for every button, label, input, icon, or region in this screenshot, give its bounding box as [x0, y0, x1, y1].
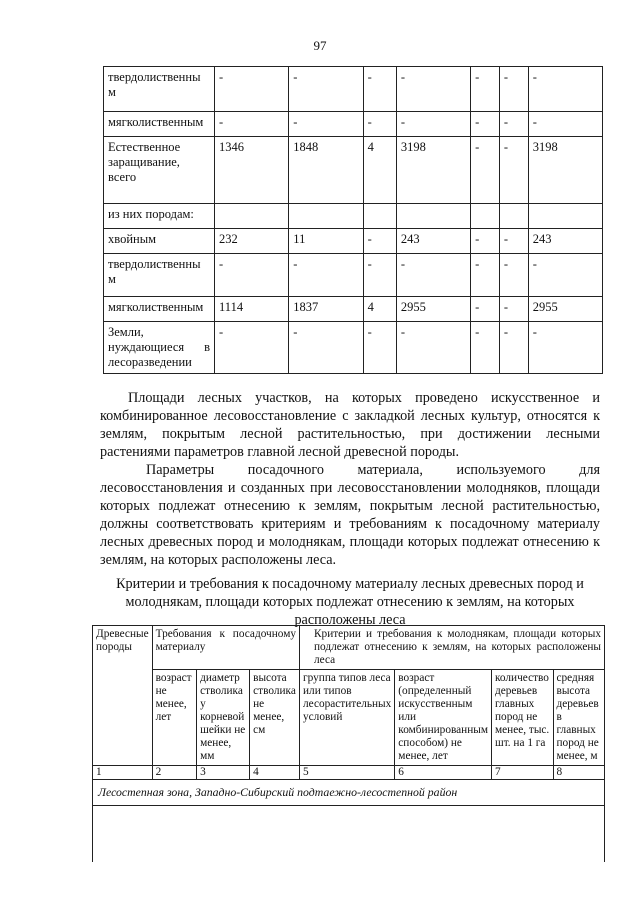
table-cell: - [471, 322, 500, 374]
blank-cell [93, 806, 605, 863]
column-number: 2 [152, 766, 197, 780]
table-cell [289, 204, 363, 229]
table-cell: - [528, 112, 602, 137]
table-cell: - [215, 67, 289, 112]
table-cell: 232 [215, 229, 289, 254]
row-label: мягколиственным [104, 297, 215, 322]
table-cell: 1346 [215, 137, 289, 204]
table-cell: 3198 [528, 137, 602, 204]
table-cell: 243 [528, 229, 602, 254]
table-cell: - [363, 229, 396, 254]
table-row [104, 229, 603, 254]
page-number: 97 [313, 38, 327, 53]
table-cell: - [471, 112, 500, 137]
table-cell: - [471, 229, 500, 254]
table-cell: - [471, 254, 500, 297]
table-cell: - [215, 112, 289, 137]
table-cell: 3198 [396, 137, 470, 204]
header-species: Древесные породы [93, 626, 153, 766]
table-cell [215, 204, 289, 229]
table-cell: - [499, 322, 528, 374]
criteria-subheader-row [93, 670, 605, 766]
table-row [104, 254, 603, 297]
table-cell: - [289, 254, 363, 297]
table-cell [471, 204, 500, 229]
table-cell: - [363, 254, 396, 297]
table-cell: - [289, 112, 363, 137]
table-cell: - [215, 254, 289, 297]
table-cell [363, 204, 396, 229]
column-number: 6 [395, 766, 492, 780]
row-label: из них породам: [104, 204, 215, 229]
table-cell: 1837 [289, 297, 363, 322]
table-cell: - [499, 137, 528, 204]
subheader-planting-age: возраст не менее, лет [152, 670, 197, 766]
table-cell: - [363, 67, 396, 112]
table-cell: 11 [289, 229, 363, 254]
table-cell: - [396, 254, 470, 297]
table-2-title: Критерии и требования к посадочному материалу лесных древесных пород и молоднякам, площади которых подлежат отнесению к землям, на которых расположены леса [116, 576, 584, 628]
table-cell: - [396, 112, 470, 137]
table-cell: - [499, 67, 528, 112]
paragraph-1: Площади лесных участков, на которых проведено искусственное и комбинированное лесовосстановление с закладкой лесных культур, относятся к землям, покрытым лесной растительностью, при достижении лесными растениями параметров главной лесной древесной породы. [100, 390, 600, 460]
table-cell: - [471, 67, 500, 112]
table-cell: - [499, 112, 528, 137]
column-number: 7 [492, 766, 554, 780]
table-cell: - [499, 254, 528, 297]
table-cell [528, 204, 602, 229]
table-cell: - [528, 254, 602, 297]
table-cell: - [471, 137, 500, 204]
row-label: Земли, нуждающиеся в лесоразведении [104, 322, 215, 374]
paragraph-2: Параметры посадочного материала, используемого для лесовосстановления и созданных при лесовосстановлении молодняков, площади которых подлежат отнесению к землям, покрытым лесной растительностью, должны соответствовать критериям и требованиям к посадочному материалу лесных древесных пород и молоднякам, площади которых подлежат отнесению к землям, на которых расположены леса. [100, 462, 600, 568]
row-label: твердолиственны м [104, 254, 215, 297]
zone-label: Лесостепная зона, Западно-Сибирский подтаежно-лесостепной район [93, 780, 605, 806]
table-cell: 4 [363, 297, 396, 322]
column-number-row [93, 766, 605, 780]
header-planting-material: Требования к посадочному материалу [152, 626, 299, 670]
column-number: 3 [197, 766, 250, 780]
table-row [104, 67, 603, 112]
table-cell: - [499, 297, 528, 322]
table-cell: - [499, 229, 528, 254]
table-cell: - [289, 322, 363, 374]
land-categories-table [103, 66, 603, 374]
subheader-tree-count: количество деревьев главных пород не менее, тыс. шт. на 1 га [492, 670, 554, 766]
column-number: 5 [300, 766, 395, 780]
table-cell: - [215, 322, 289, 374]
table-cell [499, 204, 528, 229]
table-cell: - [396, 322, 470, 374]
column-number: 4 [250, 766, 300, 780]
row-label: мягколиственным [104, 112, 215, 137]
table-cell: 243 [396, 229, 470, 254]
table-row [104, 112, 603, 137]
table-cell: - [471, 297, 500, 322]
subheader-young-age: возраст (определенный искусственным или комбинированным способом) не менее, лет [395, 670, 492, 766]
subheader-mean-height: средняя высота деревьев в главных пород не менее, м [553, 670, 605, 766]
subheader-stem-diameter: диаметр стволика у корневой шейки не менее, мм [197, 670, 250, 766]
blank-row [93, 806, 605, 863]
row-label: хвойным [104, 229, 215, 254]
subheader-stem-height: высота стволика не менее, см [250, 670, 300, 766]
table-cell: - [528, 322, 602, 374]
table-row [104, 322, 603, 374]
row-label: твердолиственны м [104, 67, 215, 112]
header-young-stands: Критерии и требования к молоднякам, площади которых подлежат отнесению к землям, на которых расположены леса [300, 626, 605, 670]
table-cell: - [363, 112, 396, 137]
zone-row [93, 780, 605, 806]
table-cell: 1114 [215, 297, 289, 322]
table-cell: 1848 [289, 137, 363, 204]
table-cell: - [396, 67, 470, 112]
column-number: 8 [553, 766, 605, 780]
table-cell: 4 [363, 137, 396, 204]
criteria-header-row [93, 626, 605, 670]
criteria-table [92, 625, 605, 862]
table-row [104, 204, 603, 229]
row-label: Естественное заращивание, всего [104, 137, 215, 204]
table-cell: 2955 [528, 297, 602, 322]
column-number: 1 [93, 766, 153, 780]
table-row [104, 297, 603, 322]
subheader-forest-type-group: группа типов леса или типов лесорастительных условий [300, 670, 395, 766]
table-cell: - [528, 67, 602, 112]
table-cell [396, 204, 470, 229]
table-cell: - [289, 67, 363, 112]
table-cell: - [363, 322, 396, 374]
table-cell: 2955 [396, 297, 470, 322]
table-row [104, 137, 603, 204]
